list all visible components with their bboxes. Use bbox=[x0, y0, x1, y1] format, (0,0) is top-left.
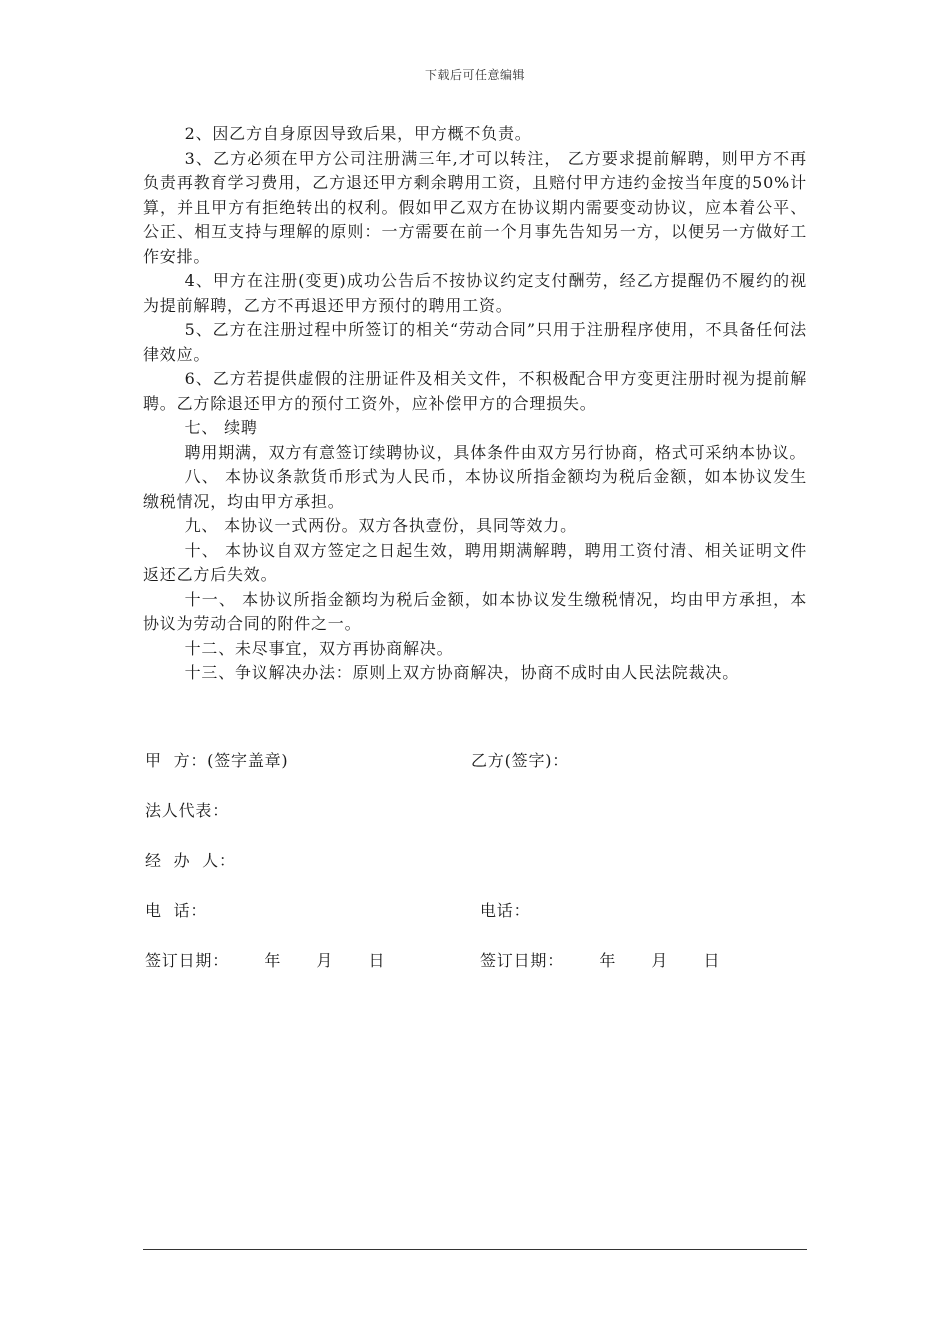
clause-paragraph: 十一、 本协议所指金额均为税后金额，如本协议发生缴税情况，均由甲方承担，本协议为劳动合同的附件之一。 bbox=[143, 589, 807, 633]
clause-paragraph: 八、 本协议条款货币形式为人民币，本协议所指金额均为税后金额，如本协议发生缴税情况，均由甲方承担。 bbox=[143, 467, 807, 511]
clause-paragraph: 十二、未尽事宜，双方再协商解决。 bbox=[184, 638, 454, 658]
date-left-label: 签订日期： 年 月 日 bbox=[145, 951, 386, 970]
handler-label: 经 办 人： bbox=[145, 851, 236, 870]
signature-row-legal-rep bbox=[145, 798, 807, 848]
clause-paragraph: 4、甲方在注册(变更)成功公告后不按协议约定支付酬劳，经乙方提醒仍不履约的视为提前解聘，乙方不再退还甲方预付的聘用工资。 bbox=[143, 271, 807, 315]
signature-row-date bbox=[145, 948, 807, 998]
legal-rep-label: 法人代表： bbox=[145, 801, 230, 820]
clause-paragraph: 2、因乙方自身原因导致后果，甲方概不负责。 bbox=[184, 124, 532, 143]
phone-right-label: 电话： bbox=[480, 901, 531, 920]
page-header-note: 下载后可任意编辑 bbox=[424, 68, 525, 82]
agreement-body bbox=[143, 122, 807, 686]
signature-row-parties bbox=[145, 748, 807, 798]
party-a-label: 甲 方：(签字盖章) bbox=[145, 751, 289, 770]
clause-paragraph: 5、乙方在注册过程中所签订的相关“劳动合同”只用于注册程序使用，不具备任何法律效应。 bbox=[143, 320, 807, 364]
section-heading-renewal: 七、 续聘 bbox=[184, 418, 258, 437]
date-right-label: 签订日期： 年 月 日 bbox=[480, 951, 721, 970]
clause-paragraph: 聘用期满，双方有意签订续聘协议，具体条件由双方另行协商，格式可采纳本协议。 bbox=[184, 442, 807, 462]
signature-block bbox=[145, 748, 807, 998]
phone-left-label: 电 话： bbox=[145, 901, 208, 920]
signature-row-phone bbox=[145, 898, 807, 948]
clause-paragraph: 十三、争议解决办法：原则上双方协商解决，协商不成时由人民法院裁决。 bbox=[184, 663, 739, 682]
signature-row-handler bbox=[145, 848, 807, 898]
clause-paragraph: 6、乙方若提供虚假的注册证件及相关文件，不积极配合甲方变更注册时视为提前解聘。乙方除退还甲方的预付工资外，应补偿甲方的合理损失。 bbox=[143, 369, 807, 413]
clause-paragraph: 十、 本协议自双方签定之日起生效，聘用期满解聘，聘用工资付清、相关证明文件返还乙方后失效。 bbox=[143, 540, 807, 584]
footer-divider bbox=[143, 1249, 807, 1250]
party-b-label: 乙方(签字)： bbox=[471, 751, 570, 770]
clause-paragraph: 3、乙方必须在甲方公司注册满三年,才可以转注， 乙方要求提前解聘，则甲方不再负责再教育学习费用，乙方退还甲方剩余聘用工资，且赔付甲方违约金按当年度的50%计算，并且甲方有拒绝转出的权利。假如甲乙双方在协议期内需要变动协议，应本着公平、公正、相互支持与理解的原则：一方需要在前一个月事先告知另一方，以便另一方做好工作安排。 bbox=[143, 148, 807, 266]
clause-paragraph: 九、 本协议一式两份。双方各执壹份，具同等效力。 bbox=[184, 516, 577, 535]
